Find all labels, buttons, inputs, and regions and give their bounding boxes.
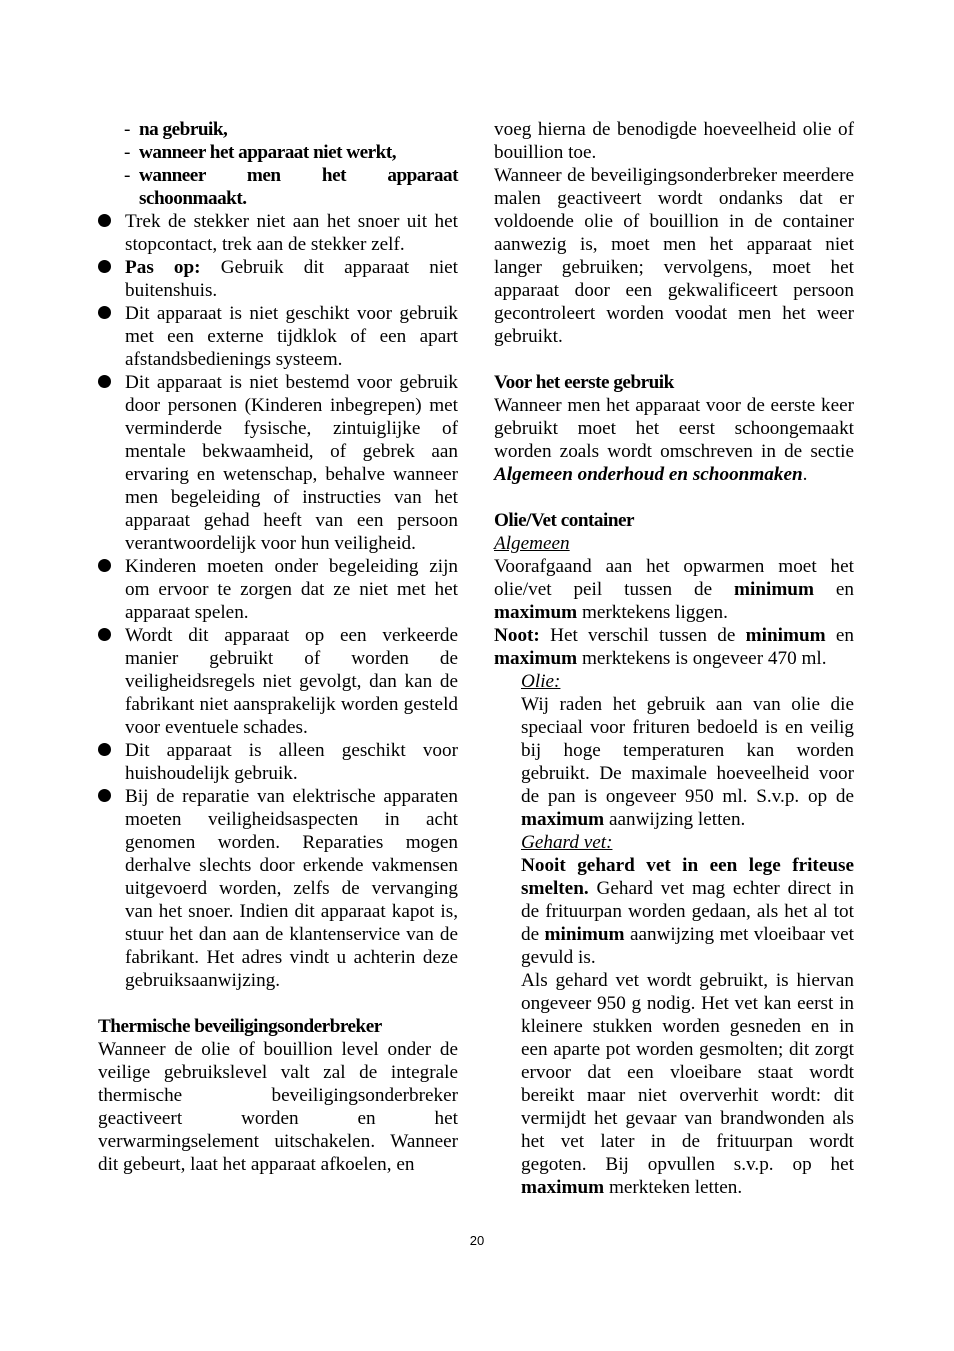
- dash-item: - na gebruik,: [124, 119, 228, 140]
- vet-paragraph: Nooit gehard vet in een lege friteuse smelten. Gehard vet mag echter direct in de frituurpan worden gedaan, als het al tot de minimum aanwijzing met vloeibaar vet gevuld is.: [521, 855, 854, 968]
- indented-block: [494, 670, 854, 1199]
- bullet-item: Dit apparaat is alleen geschikt voor huishoudelijk gebruik.: [98, 739, 458, 785]
- bullet-icon: [98, 743, 111, 756]
- continued-paragraph: voeg hierna de benodigde hoeveelheid olie of bouillion toe.: [494, 119, 854, 163]
- subheading-olie: Olie:: [521, 671, 561, 692]
- section-heading-container: Olie/Vet container: [494, 510, 635, 531]
- bullet-item: Kinderen moeten onder begeleiding zijn om ervoor te zorgen dat ze niet met het apparaat spelen.: [98, 555, 458, 624]
- algemeen-paragraph: Voorafgaand aan het opwarmen moet het olie/vet peil tussen de minimum en maximum merktekens liggen.: [494, 556, 854, 623]
- olie-paragraph: Wij raden het gebruik aan van olie die speciaal voor frituren bedoeld is en veilig bij hoge temperaturen kan worden gebruikt. De maximale hoeveelheid voor de pan is ongeveer 950 ml. S.v.p. op de maximum aanwijzing letten.: [521, 694, 854, 830]
- bullet-item: Pas op: Gebruik dit apparaat niet buitenshuis.: [98, 256, 458, 302]
- subheading-algemeen: Algemeen: [494, 533, 570, 554]
- bullet-item: Bij de reparatie van elektrische apparaten moeten veiligheidsaspecten in acht genomen worden. Reparaties mogen derhalve slechts door erkende vakmensen uitgevoerd worden, zelfs de vervanging van het snoer. Indien dit apparaat kapot is, stuur het dan aan de klantenservice van de fabrikant. Het adres vindt u achterin deze gebruiksaanwijzing.: [98, 785, 458, 992]
- bullet-icon: [98, 375, 111, 388]
- bullet-icon: [98, 559, 111, 572]
- bullet-icon: [98, 628, 111, 641]
- dash-item: - wanneer men het apparaat schoonmaakt.: [124, 165, 458, 209]
- bullet-item: Dit apparaat is niet geschikt voor gebruik met een externe tijdklok of een apart afstandsbedienings systeem.: [98, 302, 458, 371]
- bullet-item: Dit apparaat is niet bestemd voor gebruik door personen (Kinderen inbegrepen) met verminderde fysische, zintuiglijke of mentale bekwaamheid, of gebrek aan ervaring en wetenschap, behalve wanneer men begeleiding of instructies van het apparaat gehad heeft van een persoon verantwoordelijk voor hun veiligheid.: [98, 371, 458, 555]
- warning-paragraph: Wanneer de beveiligingsonderbreker meerdere malen geactiveert wordt ondanks dat er voldoende olie of bouillion in de container aanwezig is, moet men het apparaat niet langer gebruiken; vervolgens, moet het apparaat door een gekwalificeert persoon gecontroleert worden voodat men het weer gebruikt.: [494, 165, 854, 347]
- bullet-icon: [98, 214, 111, 227]
- section-heading-thermal: Thermische beveiligingsonderbreker: [98, 1016, 382, 1037]
- section-heading-first-use: Voor het eerste gebruik: [494, 372, 674, 393]
- left-column: [98, 118, 458, 1176]
- bullet-icon: [98, 789, 111, 802]
- dash-item: - wanneer het apparaat niet werkt,: [124, 142, 397, 163]
- note-paragraph: Noot: Het verschil tussen de minimum en maximum merktekens is ongeveer 470 ml.: [494, 625, 854, 669]
- first-use-paragraph: Wanneer men het apparaat voor de eerste keer gebruikt moet het eerst schoongemaakt worden zoals wordt omschreven in de sectie Algemeen onderhoud en schoonmaken.: [494, 395, 854, 485]
- right-column: [494, 118, 854, 1199]
- bullet-item: Trek de stekker niet aan het snoer uit het stopcontact, trek aan de stekker zelf.: [98, 210, 458, 256]
- page-number: 20: [469, 1233, 485, 1248]
- bullet-item: Wordt dit apparaat op een verkeerde manier gebruikt of worden de veiligheidsregels niet gevolgt, dan kan de fabrikant niet aansprakelijk worden gesteld voor eventuele schades.: [98, 624, 458, 739]
- bullet-icon: [98, 306, 111, 319]
- thermal-paragraph: Wanneer de olie of bouillion level onder de veilige gebruikslevel valt zal de integrale thermische beveiligingsonderbreker geactiveert worden en het verwarmingselement uitschakelen. Wanneer dit gebeurt, laat het apparaat afkoelen, en: [98, 1039, 458, 1175]
- subheading-gehard-vet: Gehard vet:: [521, 832, 613, 853]
- bullet-icon: [98, 260, 111, 273]
- vet-paragraph-2: Als gehard vet wordt gebruikt, is hiervan ongeveer 950 g nodig. Het vet kan eerst in kleinere stukken worden gesneden en in een aparte pot worden gesmolten; dit zorgt ervoor dat een vloeibare staat wordt bereikt maar niet oververhit wordt: dit vermijdt het gevaar van brandwonden als het vet later in de frituurpan wordt gegoten. Bij opvullen s.v.p. op het maximum merkteken letten.: [521, 970, 854, 1198]
